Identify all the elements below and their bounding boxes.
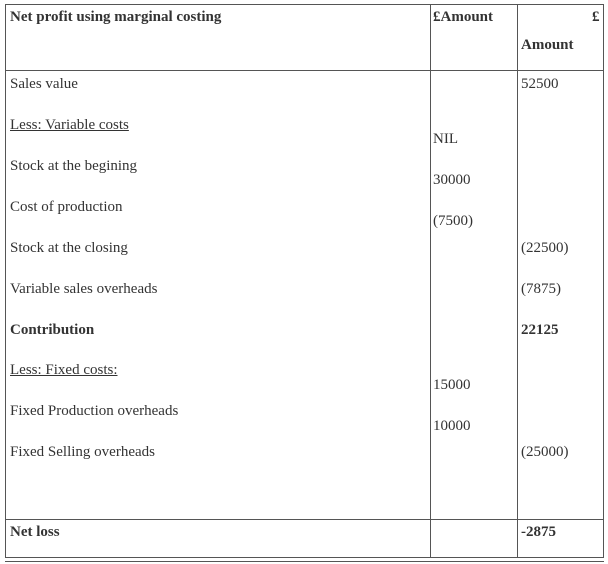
label-net-loss: Net loss (10, 524, 60, 540)
label-stock-beginning: Stock at the begining (10, 158, 138, 174)
col2-value-30000: 30000 (433, 172, 471, 188)
col2-value-7500: (7500) (433, 213, 473, 229)
label-less-variable-costs: Less: Variable costs (10, 117, 129, 133)
col3-stock-closing: (22500) (521, 240, 569, 256)
col3-variable-overheads: (7875) (521, 281, 561, 297)
bottom-border (5, 561, 604, 562)
header-divider (6, 70, 603, 71)
label-contribution: Contribution (10, 322, 95, 338)
label-sales-value: Sales value (10, 76, 78, 92)
column-divider-1 (430, 5, 431, 557)
label-fixed-production: Fixed Production overheads (10, 403, 179, 419)
column-divider-2 (517, 5, 518, 557)
total-divider (6, 519, 603, 520)
col3-sales-value: 52500 (521, 76, 559, 92)
pound-symbol-col3: £ (592, 9, 600, 25)
col3-contribution: 22125 (521, 322, 559, 338)
table-title: Net profit using marginal costing (10, 9, 222, 25)
col3-net-loss: -2875 (521, 524, 556, 540)
label-fixed-selling: Fixed Selling overheads (10, 444, 155, 460)
col2-value-10000: 10000 (433, 418, 471, 434)
label-cost-production: Cost of production (10, 199, 123, 215)
col2-value-15000: 15000 (433, 377, 471, 393)
col3-fixed-selling: (25000) (521, 444, 569, 460)
label-stock-closing: Stock at the closing (10, 240, 128, 256)
amount-header-col3: Amount (521, 37, 574, 53)
col2-value-nil: NIL (433, 131, 458, 147)
label-less-fixed-costs: Less: Fixed costs: (10, 362, 118, 378)
label-variable-overheads: Variable sales overheads (10, 281, 158, 297)
amount-header-col2: £Amount (433, 9, 494, 25)
